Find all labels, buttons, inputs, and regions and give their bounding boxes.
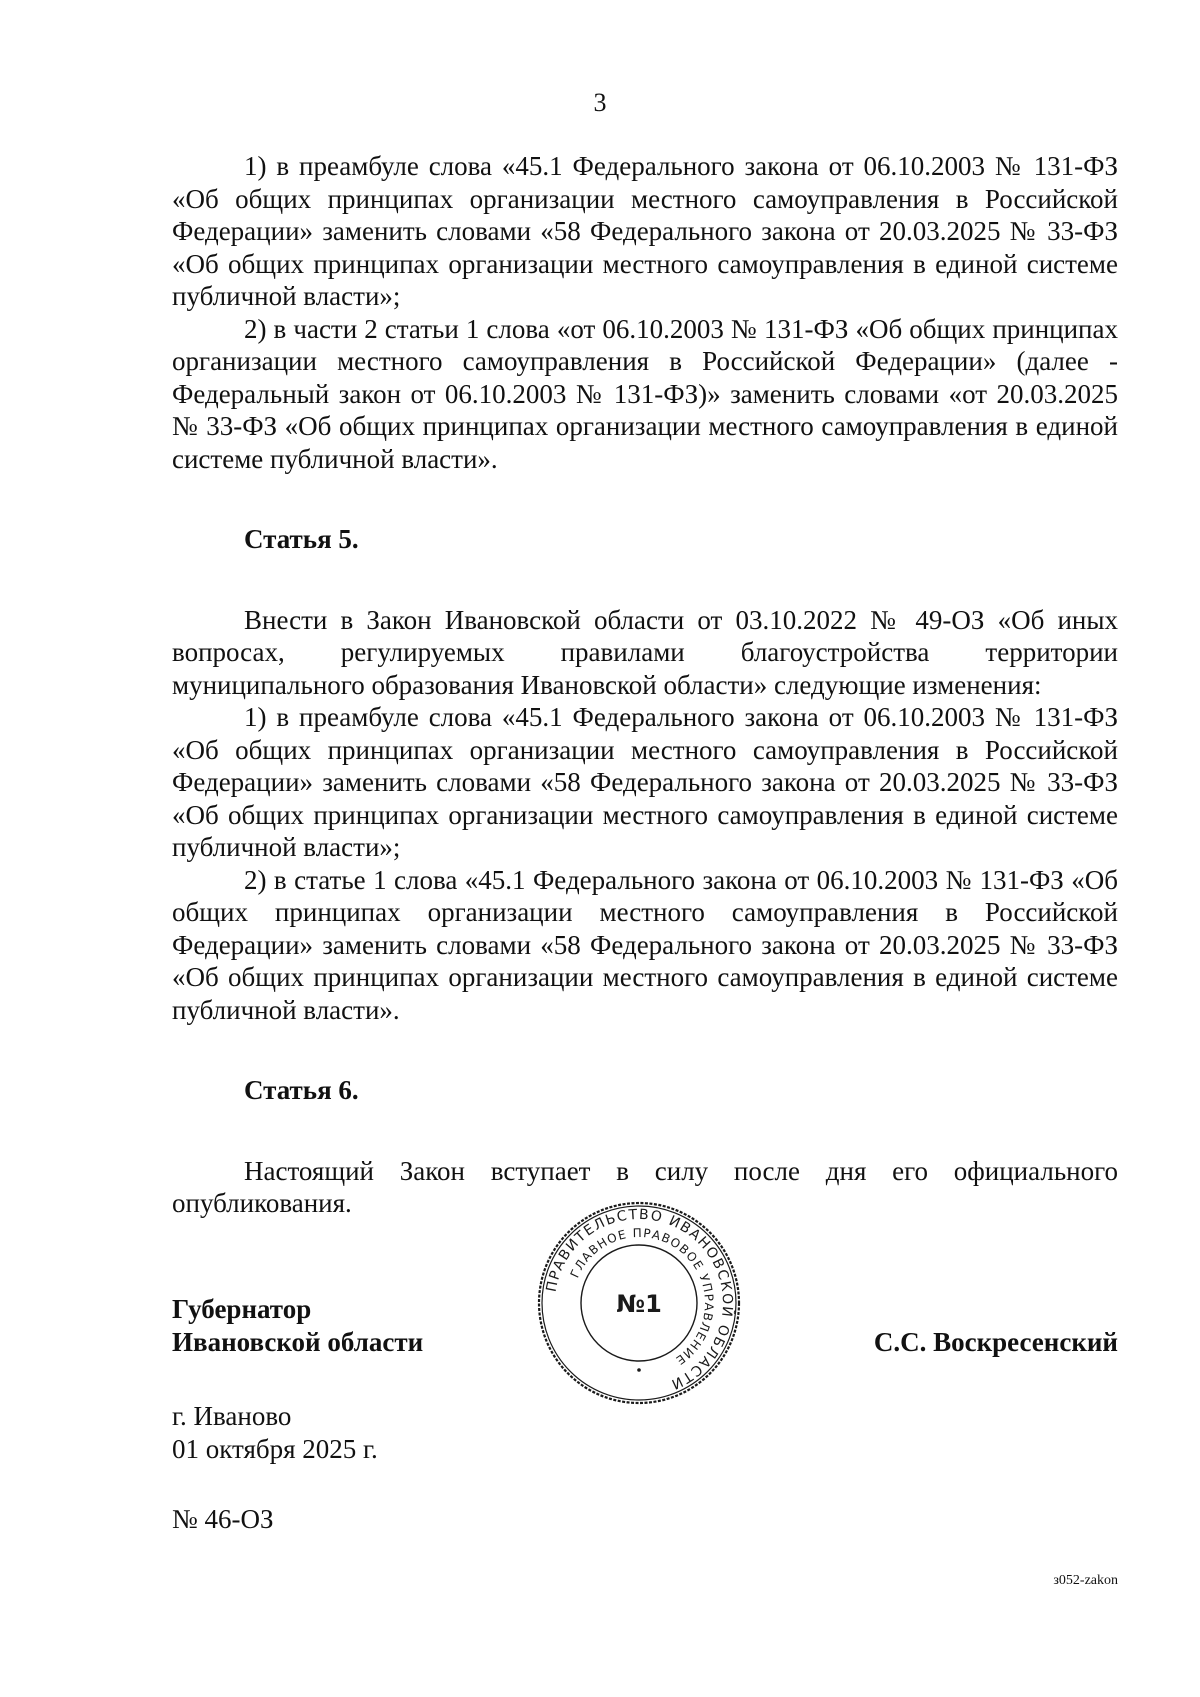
stamp-outer-text: ПРАВИТЕЛЬСТВО ИВАНОВСКОЙ ОБЛАСТИ (543, 1206, 736, 1393)
paragraph-article5-item2: 2) в статье 1 слова «45.1 Федерального закона от 06.10.2003 № 131-ФЗ «Об общих принципах организации местного самоуправления в Российской Федерации» заменить словами «58 Федерального закона от 20.03.2025 № 33-ФЗ «Об общих принципах организации местного самоуправления в единой системе публичной власти». (172, 864, 1118, 1025)
stamp-number: №1 (616, 1290, 662, 1318)
paragraph-article4-item2: 2) в части 2 статьи 1 слова «от 06.10.2003 № 131-ФЗ «Об общих принципах организации местного самоуправления в Российской Федерации» (далее - Федеральный закон от 06.10.2003 № 131-ФЗ)» заменить словами «от 20.03.2025 № 33-ФЗ «Об общих принципах организации местного самоуправления в единой системе публичной власти». (172, 313, 1118, 474)
signatory-name: С.С. Воскресенский (873, 1327, 1118, 1357)
paragraph-article6: Настоящий Закон вступает в силу после дня его официального опубликования. (172, 1155, 1118, 1218)
signature-title (172, 1293, 423, 1359)
signature-title-line2: Ивановской области (172, 1327, 424, 1357)
signing-date: 01 октября 2025 г. (172, 1434, 378, 1464)
signature-title-line1: Губернатор (172, 1294, 312, 1324)
stamp-inner-text: ГЛАВНОЕ ПРАВОВОЕ УПРАВЛЕНИЕ (567, 1225, 717, 1368)
article-6-heading: Статья 6. (244, 1075, 359, 1105)
article-5-heading: Статья 5. (244, 524, 359, 554)
page-number: 3 (593, 88, 607, 117)
file-code: з052-zakon (1053, 1573, 1118, 1588)
place-and-date (172, 1400, 378, 1466)
paragraph-article5-item1: 1) в преамбуле слова «45.1 Федерального закона от 06.10.2003 № 131-ФЗ «Об общих принципах организации местного самоуправления в Российской Федерации» заменить словами «58 Федерального закона от 20.03.2025 № 33-ФЗ «Об общих принципах организации местного самоуправления в единой системе публичной власти»; (172, 702, 1118, 862)
law-number: № 46-ОЗ (172, 1504, 274, 1534)
paragraph-article5-intro: Внести в Закон Ивановской области от 03.10.2022 № 49-ОЗ «Об иных вопросах, регулируемых правилами благоустройства территории муниципального образования Ивановской области» следующие изменения: (172, 604, 1118, 700)
document-body (172, 150, 1118, 1220)
official-stamp-seal (536, 1200, 742, 1406)
paragraph-article4-item1: 1) в преамбуле слова «45.1 Федерального закона от 06.10.2003 № 131-ФЗ «Об общих принципах организации местного самоуправления в Российской Федерации» заменить словами «58 Федерального закона от 20.03.2025 № 33-ФЗ «Об общих принципах организации местного самоуправления в единой системе публичной власти»; (172, 151, 1118, 311)
signing-place: г. Иваново (172, 1401, 292, 1431)
